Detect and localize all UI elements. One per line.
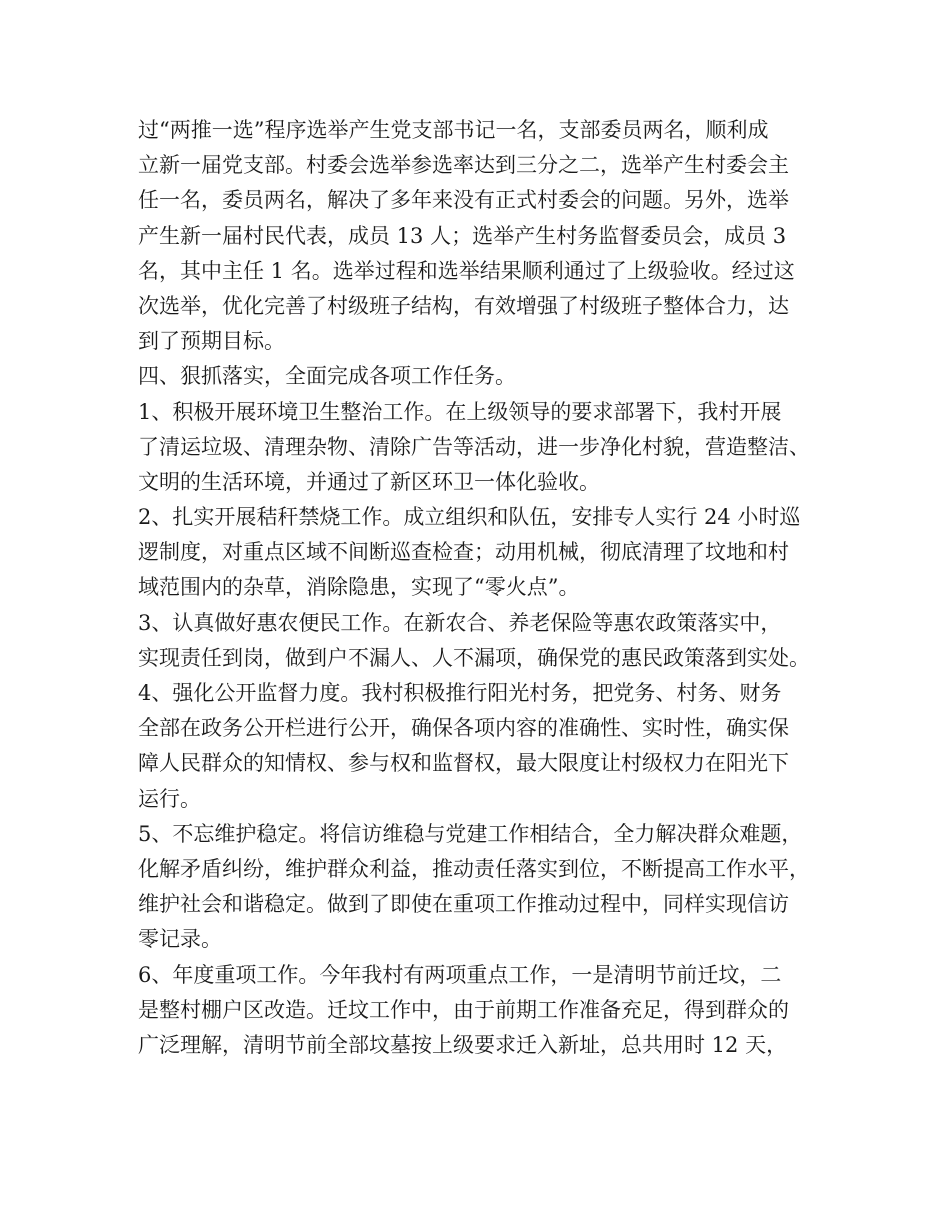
- text-line: 过“两推一选”程序选举产生党支部书记一名，支部委员两名，顺利成: [138, 118, 769, 142]
- list-item-6-line: 6、年度重项工作。今年我村有两项重点工作，一是清明节前迁坟，二: [138, 962, 782, 987]
- text-line: 全部在政务公开栏进行公开，确保各项内容的准确性、实时性，确实保: [138, 716, 789, 741]
- text-line: 逻制度，对重点区域不间断巡查检查；动用机械，彻底清理了坟地和村: [138, 540, 789, 565]
- text-line: 名，其中主任 1 名。选举过程和选举结果顺利通过了上级验收。经过这: [138, 258, 795, 283]
- text-line: 实现责任到岗，做到户不漏人、人不漏项，确保党的惠民政策落到实处。: [138, 645, 810, 670]
- text-line: 运行。: [138, 786, 201, 811]
- list-item-5-line: 5、不忘维护稳定。将信访维稳与党建工作相结合，全力解决群众难题，: [138, 821, 803, 846]
- section-heading: 四、狠抓落实，全面完成各项工作任务。: [138, 364, 516, 389]
- text-line: 产生新一届村民代表，成员 13 人；选举产生村务监督委员会，成员 3: [138, 223, 787, 248]
- list-item-1-line: 1、积极开展环境卫生整治工作。在上级领导的要求部署下，我村开展: [138, 399, 782, 424]
- text-line: 了清运垃圾、清理杂物、清除广告等活动，进一步净化村貌，营造整洁、: [138, 434, 810, 459]
- list-item-3-line: 3、认真做好惠农便民工作。在新农合、养老保险等惠农政策落实中，: [138, 610, 782, 635]
- text-line: 任一名，委员两名，解决了多年来没有正式村委会的问题。另外，选举: [138, 188, 789, 213]
- text-line: 文明的生活环境，并通过了新区环卫一体化验收。: [138, 469, 600, 494]
- list-item-4-line: 4、强化公开监督力度。我村积极推行阳光村务，把党务、村务、财务: [138, 681, 782, 705]
- text-line: 零记录。: [138, 927, 222, 952]
- text-line: 化解矛盾纠纷，维护群众利益，推动责任落实到位，不断提高工作水平，: [138, 856, 810, 881]
- text-line: 到了预期目标。: [138, 329, 285, 354]
- text-line: 维护社会和谐稳定。做到了即使在重项工作推动过程中，同样实现信访: [138, 892, 789, 917]
- text-line: 域范围内的杂草，消除隐患，实现了“零火点”。: [138, 575, 580, 600]
- text-line: 广泛理解，清明节前全部坟墓按上级要求迁入新址，总共用时 12 天，: [138, 1032, 788, 1057]
- text-line: 立新一届党支部。村委会选举参选率达到三分之二，选举产生村委会主: [138, 153, 789, 178]
- text-line: 次选举，优化完善了村级班子结构，有效增强了村级班子整体合力，达: [138, 293, 789, 318]
- text-line: 障人民群众的知情权、参与权和监督权，最大限度让村级权力在阳光下: [138, 751, 789, 776]
- document-body: [138, 113, 828, 1063]
- list-item-2-line: 2、扎实开展秸秆禁烧工作。成立组织和队伍，安排专人实行 24 小时巡: [138, 505, 801, 530]
- text-line: 是整村棚户区改造。迁坟工作中，由于前期工作准备充足，得到群众的: [138, 997, 789, 1022]
